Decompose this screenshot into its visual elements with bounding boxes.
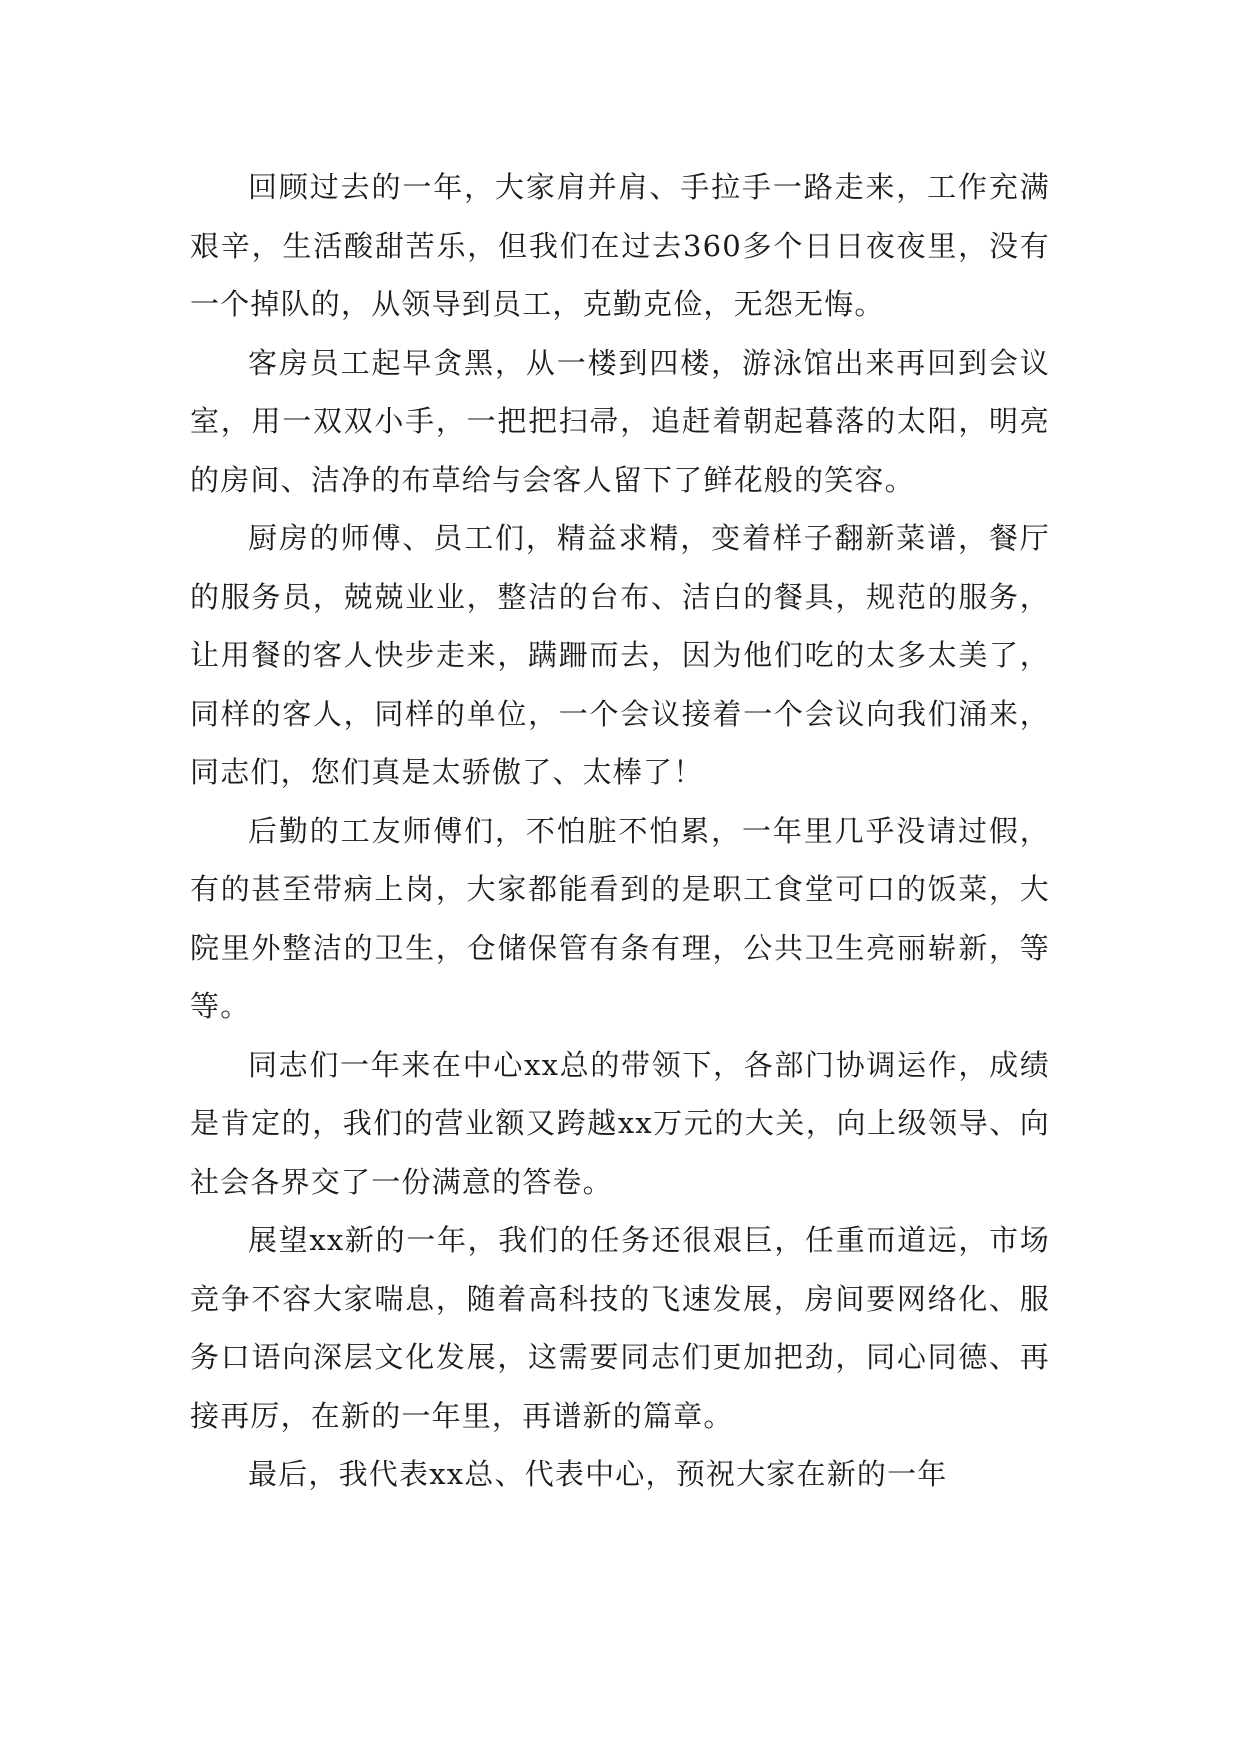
paragraph-review: 回顾过去的一年，大家肩并肩、手拉手一路走来，工作充满艰辛，生活酸甜苦乐，但我们在过去360多个日日夜夜里，没有一个掉队的，从领导到员工，克勤克俭，无怨无悔。 (190, 170, 1050, 321)
paragraph-outlook: 展望xx新的一年，我们的任务还很艰巨，任重而道远，市场竞争不容大家喘息，随着高科技的飞速发展，房间要网络化、服务口语向深层文化发展，这需要同志们更加把劲，同心同德、再接再厉，在新的一年里，再谱新的篇章。 (190, 1223, 1050, 1433)
paragraph-achievements: 同志们一年来在中心xx总的带领下，各部门协调运作，成绩是肯定的，我们的营业额又跨越xx万元的大关，向上级领导、向社会各界交了一份满意的答卷。 (190, 1047, 1050, 1199)
paragraph-closing: 最后，我代表xx总、代表中心，预祝大家在新的一年 (248, 1457, 948, 1491)
paragraph-logistics: 后勤的工友师傅们，不怕脏不怕累，一年里几乎没请过假，有的甚至带病上岗，大家都能看到的是职工食堂可口的饭菜，大院里外整洁的卫生，仓储保管有条有理，公共卫生亮丽崭新，等等。 (190, 813, 1050, 1023)
paragraph-housekeeping: 客房员工起早贪黑，从一楼到四楼，游泳馆出来再回到会议室，用一双双小手，一把把扫帚，追赶着朝起暮落的太阳，明亮的房间、洁净的布草给与会客人留下了鲜花般的笑容。 (190, 345, 1050, 497)
paragraph-kitchen: 厨房的师傅、员工们，精益求精，变着样子翻新菜谱，餐厅的服务员，兢兢业业，整洁的台布、洁白的餐具，规范的服务，让用餐的客人快步走来，蹒跚而去，因为他们吃的太多太美了，同样的客人，同样的单位，一个会议接着一个会议向我们涌来，同志们，您们真是太骄傲了、太棒了！ (190, 521, 1050, 789)
document-body (190, 158, 1050, 1504)
